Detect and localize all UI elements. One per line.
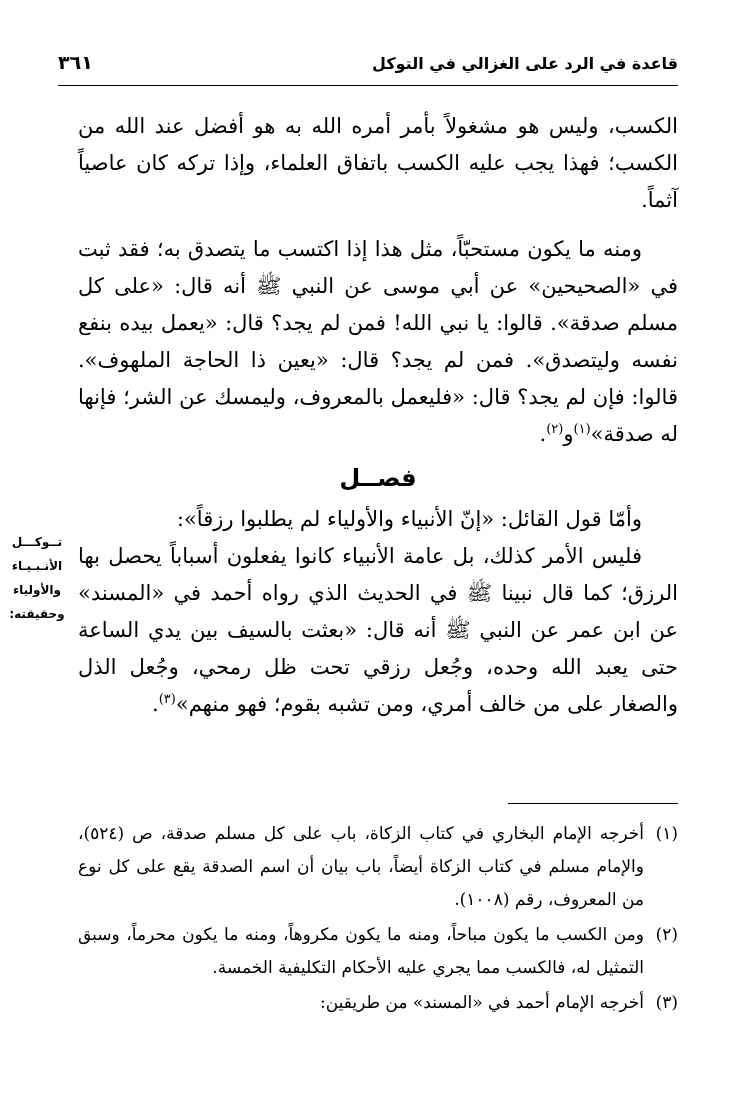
footnote-number: (١) (655, 824, 678, 844)
footnote-ref-1[interactable]: (١) (573, 422, 591, 437)
page-header (58, 48, 678, 88)
paragraph-4-end: . (152, 692, 159, 716)
footnote-text: أخرجه الإمام البخاري في كتاب الزكاة، باب على كل مسلم صدقة، ص (٥٢٤)، والإمام مسلم في كتاب الزكاة أيضاً، باب بيان أن اسم الصدقة يقع على كل نوع من المعروف، رقم (١٠٠٨). (78, 824, 644, 910)
header-rule (58, 85, 678, 86)
footnote-text: أخرجه الإمام أحمد في «المسند» من طريقين: (319, 993, 644, 1013)
paragraph-4 (78, 538, 678, 723)
footnote-text: ومن الكسب ما يكون مباحاً، ومنه ما يكون مكروهاً، ومنه ما يكون محرماً، وسبق التمثيل له، فالكسب مما يجري عليه الأحكام التكليفية الخمسة. (78, 925, 644, 978)
margin-note (4, 530, 70, 626)
margin-note-line: تــوكـــل (11, 535, 63, 549)
paragraph-2 (78, 231, 678, 453)
running-title: قاعدة في الرد على الغزالي في التوكل (372, 54, 678, 73)
footnote-ref-3[interactable]: (٣) (158, 692, 176, 707)
paragraph-2-end: . (539, 422, 547, 446)
footnote-item (78, 919, 678, 985)
paragraph-1: الكسب، وليس هو مشغولاً بأمر أمره الله به هو أفضل عند الله من الكسب؛ فهذا يجب عليه الكسب باتفاق العلماء، وإذا تركه كان عاصياً آثماً. (78, 114, 678, 212)
margin-note-line: والأولياء (12, 583, 61, 597)
footnote-ref-2[interactable]: (٢) (546, 422, 564, 437)
paragraph-2-text: ومنه ما يكون مستحبّاً، مثل هذا إذا اكتسب ما يتصدق به؛ فقد ثبت في «الصحيحين» عن أبي موسى عن النبي ﷺ أنه قال: «على كل مسلم صدقة». قالوا: يا نبي الله! فمن لم يجد؟ قال: «يعمل بيده بنفع نفسه وليتصدق». فمن لم يجد؟ قال: «يعين ذا الحاجة الملهوف». قالوا: فإن لم يجد؟ قال: «فليعمل بالمعروف، وليمسك عن الشر؛ فإنها له صدقة» (78, 237, 678, 446)
footnote-number: (٢) (655, 925, 678, 945)
section-heading: فصــل (339, 464, 417, 492)
page-number: ٣٦١ (58, 52, 93, 74)
margin-note-line: وحقيقته: (9, 607, 65, 621)
footnotes (78, 818, 678, 1022)
footnote-item (78, 987, 678, 1020)
footnote-item (78, 818, 678, 917)
paragraph-4-text: فليس الأمر كذلك، بل عامة الأنبياء كانوا يفعلون أسباباً يحصل بها الرزق؛ كما قال نبينا ﷺ في الحديث الذي رواه أحمد في «المسند» عن ابن عمر عن النبي ﷺ أنه قال: «بعثت بالسيف بين يدي الساعة حتى يعبد الله وحده، وجُعل رزقي تحت ظل رمحي، وجُعل الذل والصغار على من خالف أمري، ومن تشبه بقوم؛ فهو منهم» (78, 544, 678, 716)
main-text (78, 108, 678, 723)
paragraph-3: وأمّا قول القائل: «إنّ الأنبياء والأولياء لم يطلبوا رزقاً»: (176, 507, 642, 531)
footnote-number: (٣) (655, 993, 678, 1013)
footnote-rule (508, 803, 678, 804)
conjunction: و (563, 422, 574, 446)
margin-note-line: الأنـبـيـاء (11, 559, 63, 573)
